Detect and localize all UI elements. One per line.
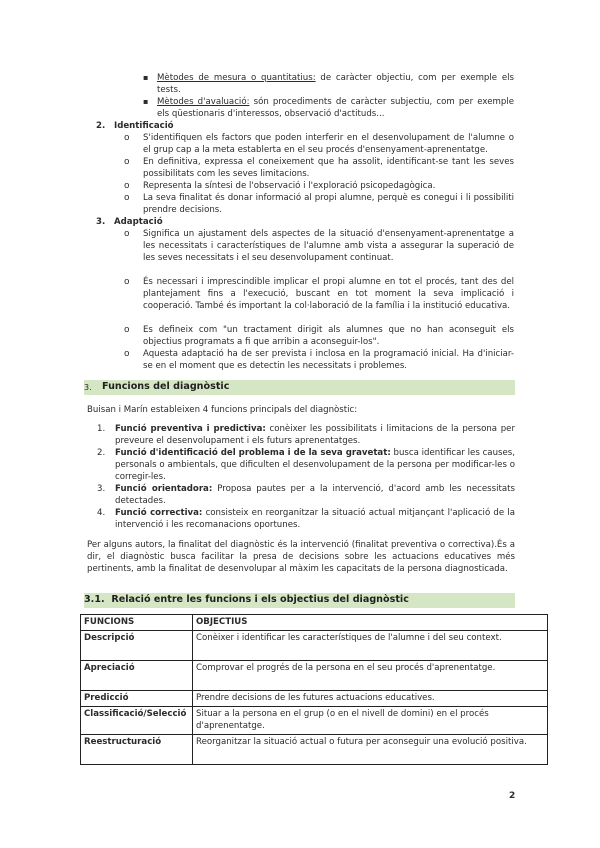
function-item: Funció correctiva: consisteix en reorganitzar la situació actual mitjançant l'aplicació de la intervenció i les recomanacions oportunes. (115, 508, 515, 530)
function-number: 3. (97, 484, 106, 494)
bullet-circle-icon: o (124, 349, 130, 359)
method-quantitative: Mètodes de mesura o quantitatius: de caràcter objectiu, com per exemple els tests. (157, 73, 514, 95)
function-item: Funció preventiva i predictiva: conèixer les possibilitats i limitacions de la persona per preveure el desenvolupament i els futurs aprenentatges. (115, 424, 515, 446)
section-closing-paragraph: Per alguns autors, la finalitat del diagnòstic és la intervenció (finalitat preventiva o correctiva).És a dir, el diagnòstic busca facilitar la presa de decisions sobre les actuacions educatives més pertinents, amb la finalitat de desenvolupar al màxim les capacitats de la persona diagnosticada. (87, 540, 515, 574)
section-intro: Buisan i Marín estableixen 4 funcions principals del diagnòstic: (87, 405, 358, 415)
table-cell-function: Predicció (81, 691, 193, 707)
list-item: Representa la síntesi de l'observació i l'exploració psicopedagògica. (143, 181, 436, 191)
function-item: Funció orientadora: Proposa pautes per a la intervenció, d'acord amb les necessitats detectades. (115, 484, 515, 506)
page-number: 2 (509, 791, 516, 801)
table-row (81, 691, 548, 707)
function-number: 2. (97, 448, 106, 458)
functions-objectives-table (80, 614, 548, 765)
table-row (81, 631, 548, 661)
section-header-bar (84, 380, 515, 395)
bullet-circle-icon: o (124, 229, 130, 239)
subsection-heading: 3.1. Relació entre les funcions i els objectius del diagnòstic (84, 594, 409, 605)
list-item: En definitiva, expressa el coneixement que ha assolit, identificant-se tant les seves possibilitats com les seves limitacions. (143, 157, 514, 179)
table-cell-function: Classificació/Selecció (81, 707, 193, 735)
section-title: Funcions del diagnòstic (102, 381, 230, 392)
table-row (81, 661, 548, 691)
method-evaluation: Mètodes d'avaluació: són procediments de caràcter subjectiu, com per exemple els qüestionaris d'interessos, observació d'actituds... (157, 97, 514, 119)
list-item: És necessari i imprescindible implicar el propi alumne en tot el procés, tant des del plantejament fins a l'execució, buscant en tot moment la seva implicació i cooperació. També és important la col·laboració de la família i la institució educativa. (143, 277, 514, 311)
list-item: Significa un ajustament dels aspectes de la situació d'ensenyament-aprenentatge a les necessitats i característiques de l'alumne amb vista a assegurar la superació de les seves necessitats i el seu desenvolupament continuat. (143, 229, 514, 263)
table-cell-objective: Situar a la persona en el grup (o en el nivell de domini) en el procés d'aprenentatge. (193, 707, 548, 735)
table-cell-objective: Prendre decisions de les futures actuacions educatives. (193, 691, 548, 707)
phase-number: 3. (96, 217, 106, 227)
table-header-cell: FUNCIONS (81, 615, 193, 631)
bullet-square-icon: ▪ (143, 97, 149, 106)
table-row (81, 735, 548, 765)
bullet-circle-icon: o (124, 181, 130, 191)
bullet-square-icon: ▪ (143, 73, 149, 82)
list-item: Es defineix com "un tractament dirigit als alumnes que no han aconseguit els objectius programats a fi que arribin a aconseguir-los". (143, 325, 514, 347)
bullet-circle-icon: o (124, 193, 130, 203)
table-cell-objective: Comprovar el progrés de la persona en el seu procés d'aprenentatge. (193, 661, 548, 691)
table-header-row (81, 615, 548, 631)
table-cell-function: Apreciació (81, 661, 193, 691)
table-cell-function: Descripció (81, 631, 193, 661)
phase-number: 2. (96, 121, 106, 131)
table-row (81, 707, 548, 735)
bullet-circle-icon: o (124, 133, 130, 143)
table-cell-objective: Conèixer i identificar les característiques de l'alumne i del seu context. (193, 631, 548, 661)
bullet-circle-icon: o (124, 157, 130, 167)
section-number: 3. (84, 383, 92, 392)
table-cell-function: Reestructuració (81, 735, 193, 765)
phase-title: Identificació (114, 121, 174, 131)
function-item: Funció d'identificació del problema i de la seva gravetat: busca identificar les causes, personals o ambientals, que dificulten el desenvolupament de la persona per modificar-les o corregir-les. (115, 448, 515, 482)
list-item: S'identifiquen els factors que poden interferir en el desenvolupament de l'alumne o el grup cap a la meta establerta en el seu procés d'ensenyament-aprenentatge. (143, 133, 514, 155)
function-number: 1. (97, 424, 106, 434)
phase-title: Adaptació (114, 217, 163, 227)
list-item: Aquesta adaptació ha de ser prevista i inclosa en la programació inicial. Ha d'iniciar-se en el moment que es detectin les necessitats i problemes. (143, 349, 514, 371)
bullet-circle-icon: o (124, 277, 130, 287)
table-cell-objective: Reorganitzar la situació actual o futura per aconseguir una evolució positiva. (193, 735, 548, 765)
table-header-cell: OBJECTIUS (193, 615, 548, 631)
subsection-header-bar (84, 593, 515, 608)
list-item: La seva finalitat és donar informació al propi alumne, perquè es conegui i li possibiliti prendre decisions. (143, 193, 514, 215)
bullet-circle-icon: o (124, 325, 130, 335)
function-number: 4. (97, 508, 106, 518)
